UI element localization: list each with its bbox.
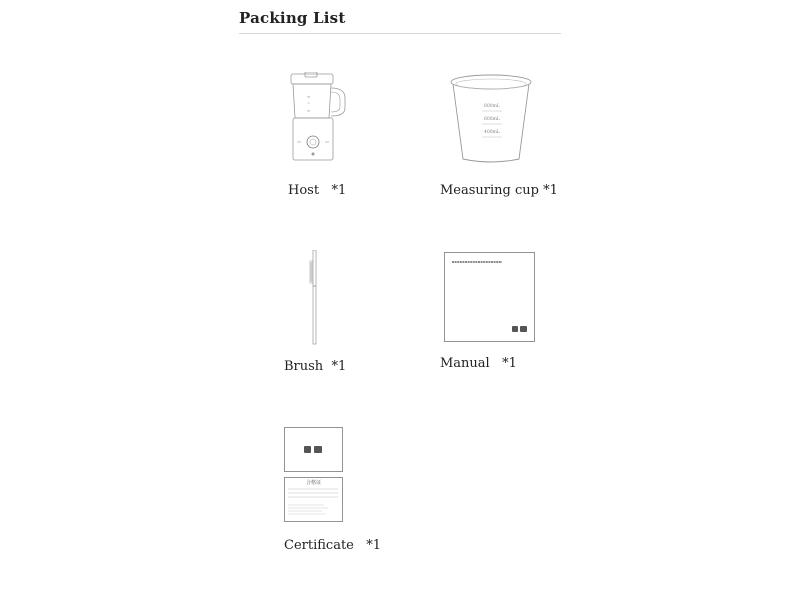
page-title: Packing List [239,9,346,27]
svg-text:≈: ≈ [307,108,311,113]
title-divider [239,33,561,34]
brush-label: Brush *1 [284,359,347,374]
host-label: Host *1 [288,183,347,198]
cup-mark-800: 800mL [484,104,500,109]
certificate-icon [284,427,346,525]
certificate-illustration [284,427,346,525]
brush-illustration [305,250,325,346]
cup-mark-400: 400mL [484,130,500,135]
cup-mark-600: 600mL [484,117,500,122]
manual-icon [444,252,536,344]
blender-host-icon [285,72,355,164]
host-illustration [285,72,355,164]
svg-text:^: ^ [307,101,311,106]
svg-text:≈: ≈ [307,94,311,99]
certificate-label: Certificate *1 [284,538,382,553]
certificate-heading: 合格证 [306,480,322,486]
manual-illustration [444,252,536,344]
brush-icon [305,250,325,346]
manual-label: Manual *1 [440,356,517,371]
measuring-cup-label: Measuring cup *1 [440,183,558,198]
